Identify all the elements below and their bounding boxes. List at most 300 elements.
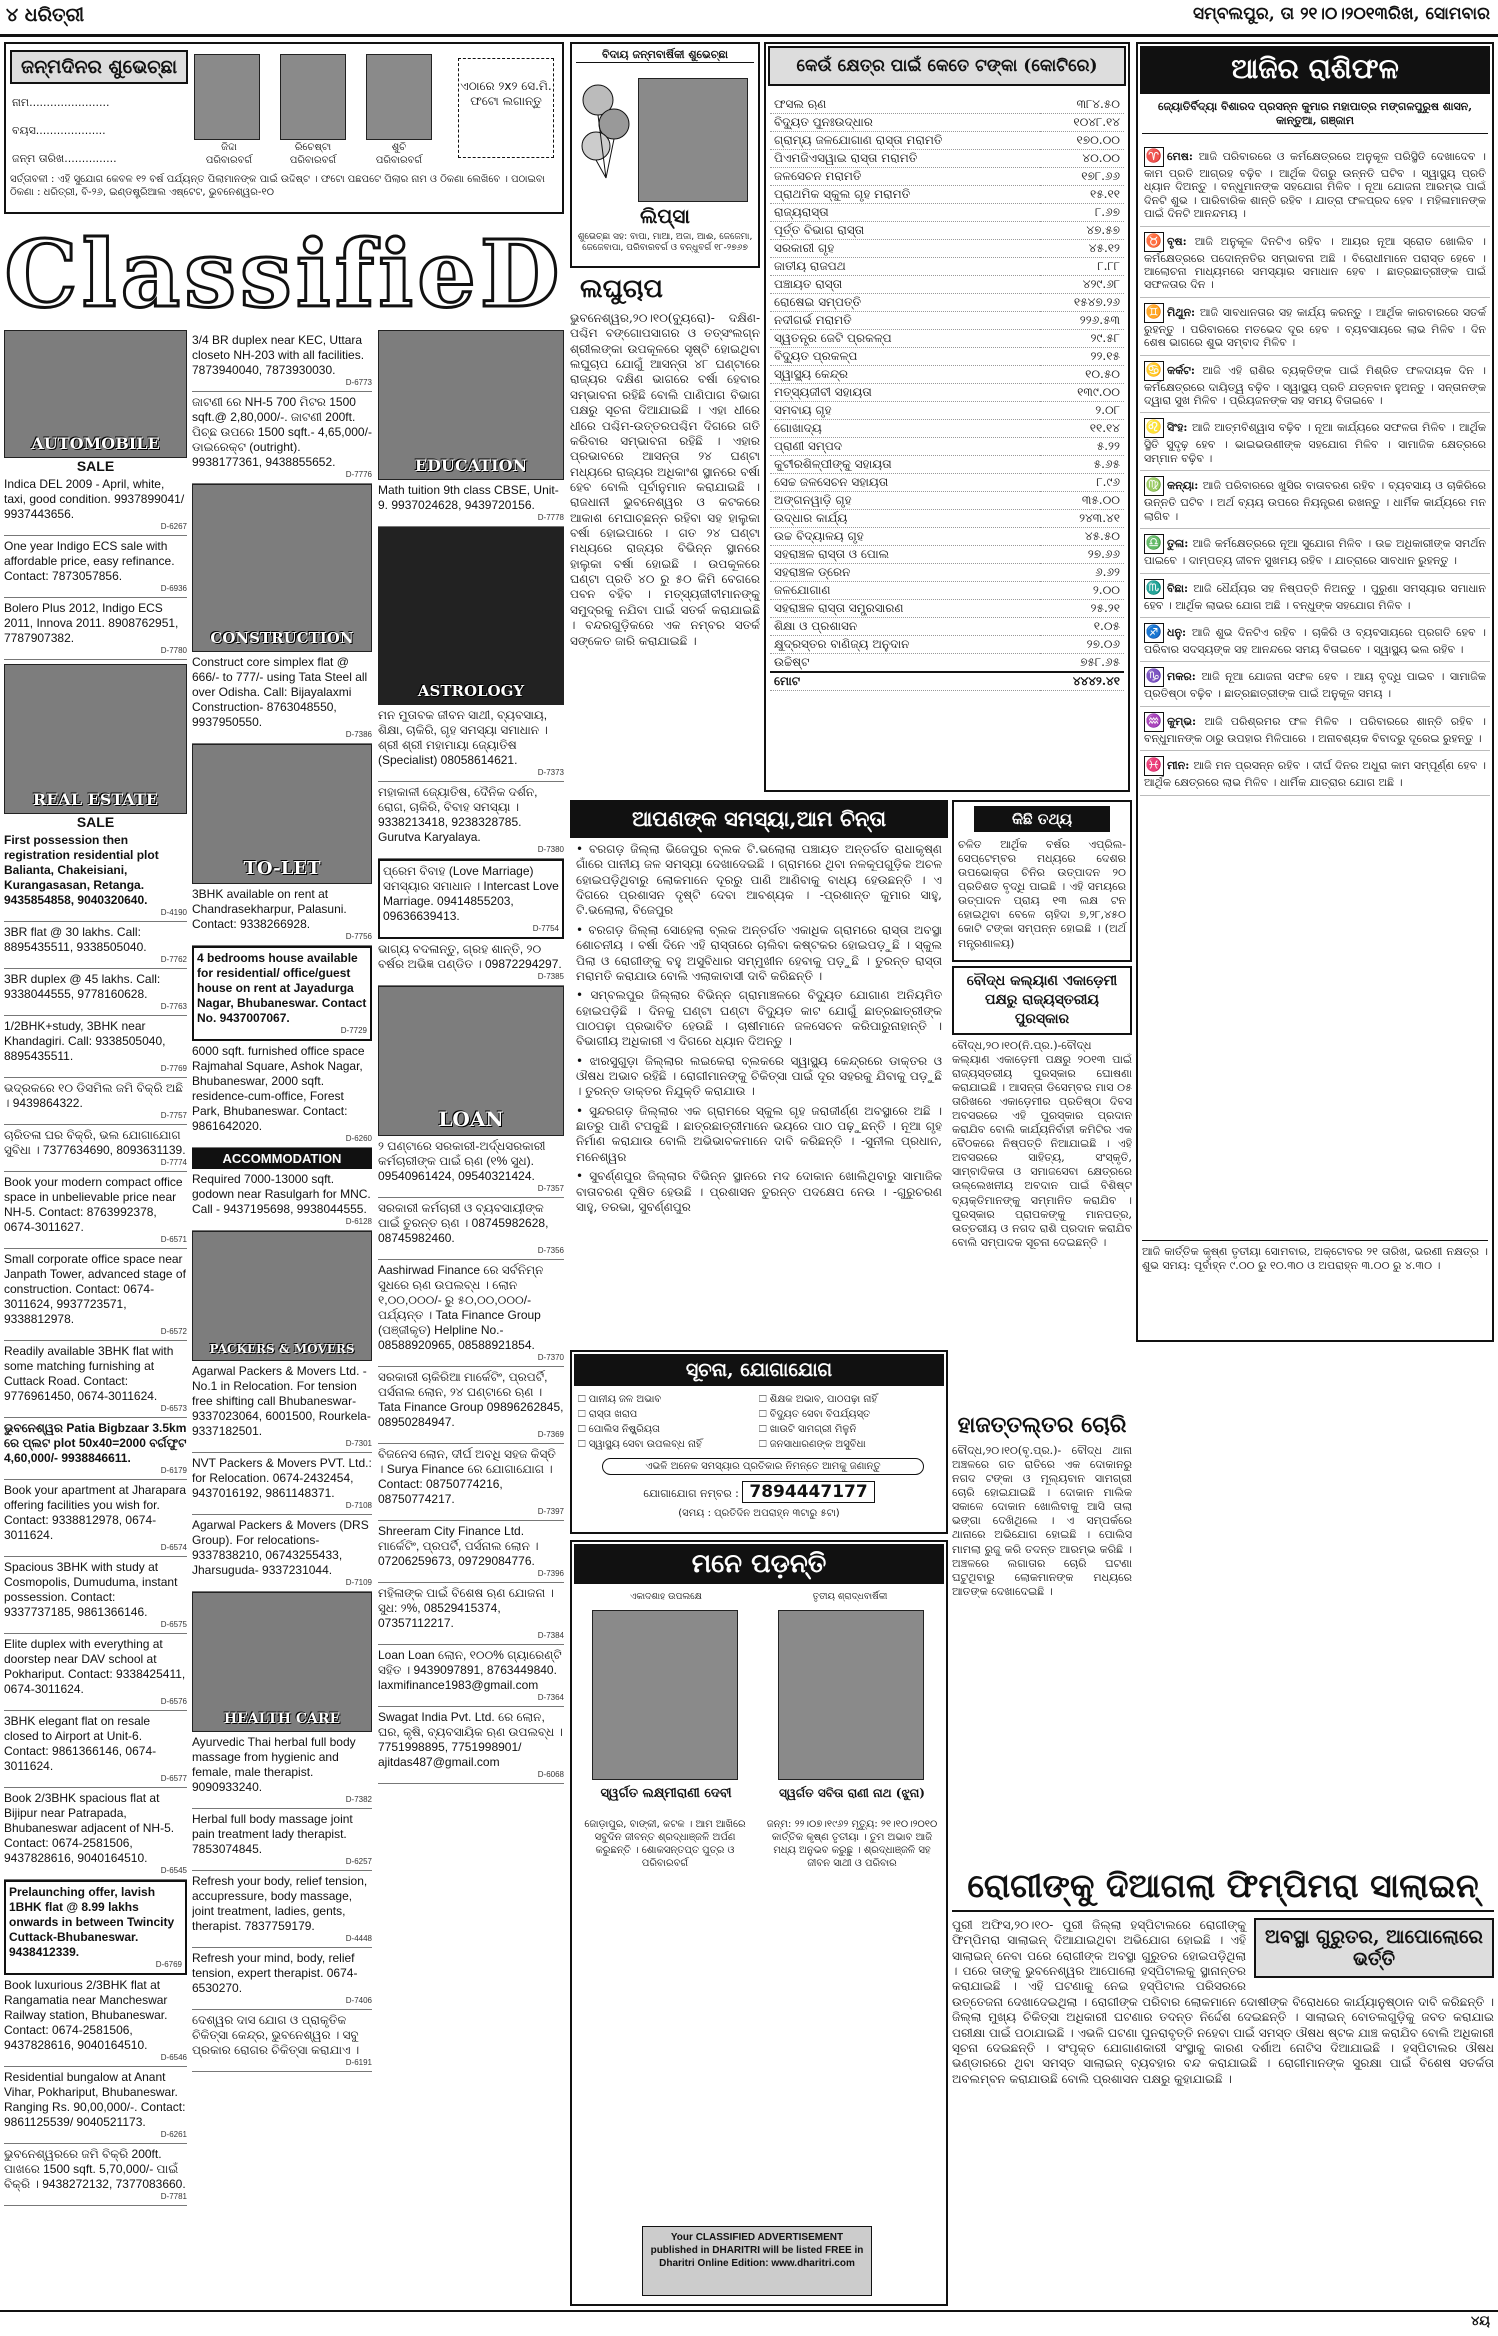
checkbox-icon: ☐: [578, 1439, 589, 1450]
suchana-title: ସୂଚନା, ଯୋଗାଯୋଗ: [574, 1354, 944, 1386]
rashi-separator: :: [1183, 581, 1194, 595]
rashi-item: [1140, 574, 1490, 618]
cost-amount: ୧୦.୫୦: [1040, 366, 1124, 384]
construction-label: CONSTRUCTION: [210, 629, 354, 647]
cost-table: [770, 96, 1124, 691]
classified-ad: [378, 1645, 564, 1707]
col2-ads-tolet: [192, 884, 372, 1148]
rashi-separator: :: [1185, 759, 1194, 773]
cost-row: [770, 330, 1124, 348]
rashi-separator: :: [1191, 305, 1200, 319]
classified-ad-text: ଚାରିତଳା ଘର ବିକ୍ରି, ଭଲ ଯୋଗାଯୋଗ ସୁବିଧା । 7377634690, 8093631139.: [4, 1128, 186, 1157]
field-name: ନାମ.......................: [12, 96, 110, 109]
classified-ad-code: D-6573: [160, 1404, 187, 1413]
birthday-fields: [12, 96, 188, 165]
kid-sub-3: ପରିବାରବର୍ଗ: [375, 154, 423, 166]
mane-padanti-box: [570, 1540, 948, 2306]
rashi-separator: :: [1190, 363, 1203, 377]
rashi-text: ଆଜି ଶୁଭ ଦିନଟିଏ ରହିବ । ଚାକିରି ଓ ବ୍ୟବସାୟରେ ପ୍ରଗତି ହେବ । ପରିବାର ସଦସ୍ୟଙ୍କ ସହ ଆନନ୍ଦରେ ସମୟ ବିତାଇବେ । ସ୍ୱାସ୍ଥ୍ୟ ଭଲ ରହିବ ।: [1144, 625, 1486, 656]
to-let-image: [192, 744, 372, 884]
classified-ad-text: Spacious 3BHK with study at Cosmopolis, Dumuduma, instant possession. Contact: 9337737185, 9861366146.: [4, 1560, 178, 1619]
classified-ad-text: Bolero Plus 2012, Indigo ECS 2011, Innova 2011. 8908762951, 7787907382.: [4, 601, 179, 645]
classified-ad-text: ସରକାରୀ ଚାକିରିଆ ମାର୍କେଟିଂ, ପ୍ରପର୍ଟି, ପର୍ସନାଲ ଲୋନ, ୨୪ ଘଣ୍ଟାରେ ଋଣ । Tata Finance Group 09896262845, 08950284947.: [378, 1370, 564, 1429]
classified-ad: [378, 859, 564, 939]
cost-sector: ସ୍ୱତନ୍ତ୍ର ଜେଟି ପ୍ରକଳ୍ପ: [770, 330, 1040, 348]
classified-ad-text: Loan Loan ଲୋନ, ୧୦୦% ଗ୍ୟାରେଣ୍ଟି ସହିତ । 9439097891, 8763449840. laxmifinance1983@gmail.com: [378, 1648, 562, 1692]
cost-row: [770, 600, 1124, 618]
mane-right-cap: ତୃତୀୟ ଶ୍ରାଦ୍ଧବାର୍ଷିକୀ: [812, 1592, 888, 1602]
cost-row: [770, 636, 1124, 654]
cost-row: [770, 456, 1124, 474]
cost-row: [770, 222, 1124, 240]
classified-banner: [4, 222, 564, 326]
suchana-item-text: ଜନସାଧାରଣଙ୍କ ଅସୁବିଧା: [769, 1439, 866, 1450]
classified-ad-code: D-7778: [537, 513, 564, 522]
suchana-item: [578, 1422, 759, 1437]
online-ad-box: Your CLASSIFIED ADVERTISEMENT published in DHARITRI will be listed FREE in Dharitri Online Edition: www.dharitri.com: [642, 2226, 872, 2296]
suchana-item-text: ରାସ୍ତା ଖରାପ: [588, 1409, 638, 1420]
classified-ad: [4, 474, 187, 536]
saline-subtitle: ଅବସ୍ଥା ଗୁରୁତର, ଆପୋଲୋରେ ଭର୍ତ୍ତି: [1254, 1918, 1494, 1978]
rashi-text: ଆଜି ପରିବାରରେ ଖୁସିର ବାତାବରଣ ରହିବ । ବ୍ୟବସାୟ ଓ ଚାକିରିରେ ଉନ୍ନତି ଘଟିବ । ଅର୍ଥ ବ୍ୟୟ ଉପରେ ନିୟନ୍ତ୍ରଣ ରଖନ୍ତୁ । ଧାର୍ମିକ କାର୍ଯ୍ୟରେ ମନ ଲାଗିବ ।: [1144, 479, 1486, 523]
cost-amount: ୧୫.୧୧: [1040, 186, 1124, 204]
cost-sector: ପ୍ରାଥମିକ ସ୍କୁଲ ଗୃହ ମରାମତି: [770, 186, 1040, 204]
zodiac-icon: ♉: [1144, 232, 1164, 252]
col2-ads-top: [192, 330, 372, 484]
cost-row: [770, 186, 1124, 204]
classified-ad-text: Swagat India Pvt. Ltd. ରେ ଲୋନ, ଘର, କୃଷି, ବ୍ୟବସାୟିକ ଋଣ ଉପଲବ୍ଧ । 7751998895, 7751998901/ ajitdas487@gmail.com: [378, 1710, 563, 1769]
cost-total-row: [770, 672, 1124, 691]
classified-ad-code: D-7384: [537, 1631, 564, 1640]
col3-ads-loan: [378, 1136, 564, 1784]
classified-ad-code: D-7382: [345, 1795, 372, 1804]
classified-ad-code: D-7380: [537, 845, 564, 854]
col1-ads-realestate: [4, 830, 187, 2206]
cost-amount: ୧୦୪୮.୧୪: [1040, 114, 1124, 132]
cost-row: [770, 366, 1124, 384]
classified-ad: [192, 1871, 372, 1948]
classified-ad: [378, 1583, 564, 1645]
tathya-box: [952, 800, 1132, 962]
classified-ad-code: D-7364: [537, 1693, 564, 1702]
rashi-item: [1140, 529, 1490, 573]
classified-ad-text: Residential bungalow at Anant Vihar, Pokhariput, Bhubaneswar. Ranging Rs. 90,00,000/-. Contact: 9861125539/ 9040521173.: [4, 2070, 186, 2129]
classified-ad-text: Required 7000-13000 sqft. godown near Rasulgarh for MNC. Call - 9437195698, 9938044555.: [192, 1172, 371, 1216]
mane-right-text: ଜନ୍ମ: ୨୨।୦୭।୧୯୬୨ ମୃତ୍ୟୁ: ୨୧।୧୦।୨୦୧୦ କାର୍ତ୍ତିକ କୃଷ୍ଣ ତୃତୀୟା । ତୁମ ଅଭାବ ଆଜି ମଧ୍ୟ ଅନୁଭବ କରୁଛୁ । ଶ୍ରଦ୍ଧାଞ୍ଜଳି ସହ ଜୀବନ ସାଥୀ ଓ ପରିବାର: [766, 1819, 938, 1869]
classified-ad-code: D-7780: [160, 646, 187, 655]
samasya-body: [570, 838, 948, 1219]
packers-image: [192, 1231, 372, 1361]
classified-ad-code: D-7396: [537, 1569, 564, 1578]
laghu-chap-body: ଭୁବନେଶ୍ୱର,୨୦।୧୦(ବ୍ୟୁରୋ)- ଦକ୍ଷିଣ-ପଶ୍ଚିମ ବଙ୍ଗୋପସାଗର ଓ ତତ୍ସଂଲଗ୍ନ ଶ୍ରୀଲଙ୍କା ଉପକୂଳରେ ସୃଷ୍ଟି ହୋଇଥିବା ଲଘୁଚାପ ଯୋଗୁଁ ଆସନ୍ତା ୪୮ ଘଣ୍ଟାରେ ରାଜ୍ୟର ଦକ୍ଷିଣ ଭାଗରେ ବର୍ଷା ହେବାର ସମ୍ଭାବନା ରହିଛି ବୋଲି ପାଣିପାଗ ବିଭାଗ ପକ୍ଷରୁ ସୂଚନା ଦିଆଯାଇଛି । ଏହା ଧୀରେ ଧୀରେ ପଶ୍ଚିମ-ଉତ୍ତରପଶ୍ଚିମ ଦିଗରେ ଗତି କରିବାର ସମ୍ଭାବନା ରହିଛି । ଏହାର ପ୍ରଭାବରେ ଆସନ୍ତା ୨୪ ଘଣ୍ଟା ମଧ୍ୟରେ ରାଜ୍ୟର ଅଧିକାଂଶ ସ୍ଥାନରେ ବର୍ଷା ହେବ ବୋଲି ପୂର୍ବାନୁମାନ କରାଯାଇଛି । ରାଜଧାନୀ ଭୁବନେଶ୍ୱର ଓ କଟକରେ ଆକାଶ ମେଘାଚ୍ଛନ୍ନ ରହିବା ସହ ହାଲୁକା ବର୍ଷା ହୋଇପାରେ । ଗତ ୨୪ ଘଣ୍ଟା ମଧ୍ୟରେ ରାଜ୍ୟର ବିଭିନ୍ନ ସ୍ଥାନରେ ହାଲୁକା ବର୍ଷା ହୋଇଛି । ଉପକୂଳରେ ଘଣ୍ଟା ପ୍ରତି ୪୦ ରୁ ୫୦ କିମି ବେଗରେ ପବନ ବହିବ । ମତ୍ସ୍ୟଜୀବୀମାନଙ୍କୁ ସମୁଦ୍ରକୁ ନଯିବା ପାଇଁ ସତର୍କ କରାଯାଇଛି । ବନ୍ଦରଗୁଡ଼ିକରେ ଏକ ନମ୍ବର ସତର୍କ ସଙ୍କେତ ଜାରି କରାଯାଇଛି ।: [570, 311, 760, 648]
cost-sector: ଉଚ୍ଚିଷ୍ଟ: [770, 654, 1040, 673]
kid-caption-2: [278, 142, 348, 167]
kid-photo-2: [280, 54, 346, 140]
suchana-item: [759, 1407, 940, 1422]
classified-ad-text: 3BHK elegant flat on resale closed to Airport at Unit-6. Contact: 9861366146, 0674-3011624.: [4, 1714, 157, 1773]
cost-sector: ଶିକ୍ଷା ଓ ପ୍ରଶାସନ: [770, 618, 1040, 636]
classified-col-2: [192, 330, 372, 2305]
bidaya-photo: [638, 78, 748, 202]
classified-ad-code: D-6577: [160, 1774, 187, 1783]
classified-ad-code: D-7781: [160, 2192, 187, 2201]
cost-sector: ସରକାରୀ ଗୃହ: [770, 240, 1040, 258]
mane-right-photo: [778, 1610, 924, 1780]
cost-row: [770, 294, 1124, 312]
rashi-name: ମିଥୁନ: [1167, 305, 1192, 319]
zodiac-icon: ♍: [1144, 476, 1164, 496]
rashi-text: ଆଜି ଏହି ରାଶିର ବ୍ୟକ୍ତିଙ୍କ ପାଇଁ ମିଶ୍ରିତ ଫଳଦାୟକ ଦିନ । କର୍ମକ୍ଷେତ୍ରରେ ଦାୟିତ୍ୱ ବଢ଼ିବ । ସ୍ୱାସ୍ଥ୍ୟ ପ୍ରତି ଯତ୍ନବାନ ହୁଅନ୍ତୁ । ସନ୍ତାନଙ୍କ ଦ୍ୱାରା ସୁଖ ମିଳିବ । ପ୍ରିୟଜନଙ୍କ ସହ ସମୟ ବିତାଇବେ ।: [1144, 363, 1487, 408]
suchana-items: [578, 1392, 940, 1452]
classified-ad-text: Small corporate office space near Janpath Tower, advanced stage of construction. Contact: 0674-3011624, 9937723571, 9338812978.: [4, 1252, 186, 1326]
baudha-body: ବୌଦ୍ଧ,୨୦।୧୦(ନି.ପ୍ର.)-ବୌଦ୍ଧ କଲ୍ୟାଣ ଏକାଡ଼େମୀ ପକ୍ଷରୁ ୨୦୧୩ ପାଇଁ ରାଜ୍ୟସ୍ତରୀୟ ପୁରସ୍କାର ଘୋଷଣା କରାଯାଇଛି । ଆସନ୍ତା ଡିସେମ୍ବର ମାସ ୦୫ ତାରିଖରେ ଏକାଡ଼େମୀର ପ୍ରତିଷ୍ଠା ଦିବସ ଅବସରରେ ଏହି ପୁରସ୍କାର ପ୍ରଦାନ କରାଯିବ ବୋଲି କାର୍ଯ୍ୟନିର୍ବାହୀ କମିଟିର ଏକ ବୈଠକରେ ନିଷ୍ପତ୍ତି ନିଆଯାଇଛି । ଏହି ଅବସରରେ ସାହିତ୍ୟ, ସଂସ୍କୃତି, ସାମ୍ବାଦିକତା ଓ ସମାଜସେବା କ୍ଷେତ୍ରରେ ଉଲ୍ଲେଖନୀୟ ଅବଦାନ ପାଇଁ ବିଶିଷ୍ଟ ବ୍ୟକ୍ତିମାନଙ୍କୁ ସମ୍ମାନିତ କରାଯିବ । ପୁରସ୍କାର ପ୍ରାପକଙ୍କୁ ମାନପତ୍ର, ଉତ୍ତରୀୟ ଓ ନଗଦ ରାଶି ପ୍ରଦାନ କରାଯିବ ବୋଲି ସମ୍ପାଦକ ସୂଚନା ଦେଇଛନ୍ତି ।: [952, 1038, 1132, 1249]
classified-ad: [4, 1125, 187, 1172]
classified-ad: [4, 598, 187, 660]
cost-amount: ୨୨.୧୫: [1040, 348, 1124, 366]
cost-row: [770, 618, 1124, 636]
classified-ad-text: Book luxurious 2/3BHK flat at Rangamatia near Mancheswar Railway station, Bhubaneswar. Contact: 0674-2581506, 9437828616, 9040164510.: [4, 1978, 168, 2052]
col3-ads-astrology: [378, 705, 564, 986]
birthday-title: ଜନ୍ମଦିନର ଶୁଭେଚ୍ଛା: [10, 50, 188, 84]
cost-amount: ୨୪୩.୪୧: [1040, 510, 1124, 528]
rashi-name: ଧନୁ: [1167, 625, 1183, 639]
classified-ad-text: ଭଦ୍ରକରେ ୧୦ ଡିସମିଲ ଜମି ବିକ୍ରି ଅଛି । 9439864322.: [4, 1081, 184, 1110]
cost-row: [770, 546, 1124, 564]
classified-ad: [4, 830, 187, 922]
classified-ad: [4, 1016, 187, 1078]
classified-ad: [378, 1707, 564, 1784]
samasya-paragraph: • ସୁବର୍ଣ୍ଣପୁର ଜିଲ୍ଲାର ବିଭିନ୍ନ ସ୍ଥାନରେ ମଦ ଦୋକାନ ଖୋଲିଥିବାରୁ ସାମାଜିକ ବାତାବରଣ ଦୂଷିତ ହେଉଛି । ପ୍ରଶାସନ ତୁରନ୍ତ ପଦକ୍ଷେପ ନେଉ । -ଗୁରୁଚରଣ ସାହୁ, ତରଭା, ସୁବର୍ଣ୍ଣପୁର: [576, 1169, 942, 1214]
classified-ad-code: D-7373: [537, 768, 564, 777]
cost-sector: କ୍ଷୁଦ୍ରସ୍ତର ବାଣିଜ୍ୟ ଅନୁଦାନ: [770, 636, 1040, 654]
rashi-text: ଆଜି କର୍ମକ୍ଷେତ୍ରରେ ନୂଆ ସୁଯୋଗ ମିଳିବ । ଉଚ୍ଚ ଅଧିକାରୀଙ୍କ ସମର୍ଥନ ପାଇବେ । ଦାମ୍ପତ୍ୟ ଜୀବନ ସୁଖମୟ ରହିବ । ଯାତ୍ରାରେ ସାବଧାନ ରୁହନ୍ତୁ ।: [1144, 537, 1487, 568]
cost-sector: ମୋଟ: [770, 672, 1040, 691]
samasya-title: ଆପଣଙ୍କ ସମସ୍ୟା,ଆମ ଚିନ୍ତା: [570, 800, 948, 838]
rashi-item: [1140, 751, 1490, 795]
classified-ad-text: Refresh your body, relief tension, accupressure, body massage, joint treatment, ladies, gents, therapist. 7837759179.: [192, 1874, 368, 1933]
sale-heading-1: SALE: [76, 458, 115, 474]
classified-logo-text: ClassifieD: [4, 222, 564, 326]
classified-ad-text: 3BR duplex @ 45 lakhs. Call: 9338044555, 9778160628.: [4, 972, 161, 1001]
classified-ad: [4, 536, 187, 598]
classified-ad-text: Prelaunching offer, lavish 1BHK flat @ 8.99 lakhs onwards in between Twincity Cuttack-Bhubaneswar. 9438412339.: [9, 1885, 175, 1959]
laghu-chap-article: [570, 272, 760, 792]
classified-ad-code: D-6260: [345, 1134, 372, 1143]
classified-ad: [4, 922, 187, 969]
cost-amount: ୨.୦୮: [1040, 402, 1124, 420]
health-care-label: HEALTH CARE: [223, 1711, 341, 1727]
classified-ad-text: Math tuition 9th class CBSE, Unit-9. 9937024628, 9439720156.: [378, 483, 559, 512]
page-number: ୪ ଧରିତ୍ରୀ: [6, 4, 85, 26]
automobile-image: [4, 330, 187, 458]
zodiac-icon: ♏: [1144, 579, 1164, 599]
kid-caption-3: [364, 142, 434, 167]
field-age: ବୟସ....................: [12, 123, 106, 137]
cost-amount: ୪୦.୦୦: [1040, 150, 1124, 168]
rashi-name: ମକର: [1167, 670, 1192, 684]
checkbox-icon: ☐: [759, 1394, 770, 1405]
cost-sector: ଜାତୀୟ ରାଜପଥ: [770, 258, 1040, 276]
bidaya-title: ବିଦାୟ ଜନ୍ମବାର୍ଷିକୀ ଶୁଭେଚ୍ଛା: [576, 48, 754, 63]
classified-ad-code: D-4448: [345, 1934, 372, 1943]
checkbox-icon: ☐: [578, 1424, 589, 1435]
cost-row: [770, 168, 1124, 186]
cost-sector: ପଞ୍ଚାୟତ ରାସ୍ତା: [770, 276, 1040, 294]
col2-ads-health: [192, 1732, 372, 2072]
classified-ad: [378, 939, 564, 986]
cost-row: [770, 420, 1124, 438]
cost-row: [770, 528, 1124, 546]
classified-ad-text: ମହିଳାଙ୍କ ପାଇଁ ବିଶେଷ ଋଣ ଯୋଜନା । ସୁଧ: ୨%, 08529415374, 07357112217.: [378, 1586, 554, 1630]
cost-amount: ୪୨୯.୬୮: [1040, 276, 1124, 294]
cost-row: [770, 276, 1124, 294]
photo-placeholder: ଏଠାରେ ୨x୨ ସେ.ମି. ଫଟୋ ଲଗାନ୍ତୁ: [458, 58, 554, 158]
packers-label: PACKERS & MOVERS: [209, 1342, 355, 1356]
zodiac-icon: ♊: [1144, 303, 1164, 323]
zodiac-icon: ♈: [1144, 147, 1164, 167]
rashi-item: [1140, 227, 1490, 298]
kid-name-3: ଶୁଚି: [391, 142, 407, 153]
rashi-separator: :: [1191, 670, 1202, 684]
classified-ad-text: One year Indigo ECS sale with affordable price, easy refinance. Contact: 7873057856.: [4, 539, 175, 583]
cost-sector: ଜଳଯୋଗାଣ: [770, 582, 1040, 600]
classified-ad-code: D-7769: [160, 1064, 187, 1073]
classified-col-1: [4, 330, 187, 2305]
suchana-item: [759, 1392, 940, 1407]
classified-ad-code: D-7756: [345, 932, 372, 941]
hajat-title: ହାଜତ୍ତଲ୍ତର ଚୋରି: [957, 1412, 1127, 1438]
rashifal-list: [1140, 142, 1490, 1232]
classified-ad: [4, 1557, 187, 1634]
samasya-paragraph: • ବରଗଡ଼ ଜିଲ୍ଲା ସୋହେଲା ବ୍ଲକ ଅନ୍ତର୍ଗତ ଏକାଧିକ ଗ୍ରାମରେ ରାସ୍ତା ଅବସ୍ଥା ଶୋଚନୀୟ । ବର୍ଷା ଦିନେ ଏହି ରାସ୍ତାରେ ଚାଲିବା କଷ୍ଟକର ହୋଇପଡ଼ୁଛି । ସ୍କୁଲ ପିଲା ଓ ରୋଗୀଙ୍କୁ ବହୁ ଅସୁବିଧାର ସମ୍ମୁଖୀନ ହେବାକୁ ପଡ଼ୁଛି । ତୁରନ୍ତ ରାସ୍ତା ମରାମତି କରାଯାଉ ବୋଲି ଏଲାକାବାସୀ ଦାବି କରିଛନ୍ତି ।: [576, 922, 942, 983]
cost-sector: ରୋଷେଇ ସମ୍ପତ୍ତି: [770, 294, 1040, 312]
classified-ad-code: D-7385: [537, 972, 564, 981]
cost-amount: ୪୫.୧୨: [1040, 240, 1124, 258]
rashi-separator: :: [1188, 150, 1199, 163]
classified-ad: [378, 1367, 564, 1444]
cost-sector: ପିଏମଜିଏସୱାଇ ରାସ୍ତା ମରାମତି: [770, 150, 1040, 168]
suchana-item: [759, 1422, 940, 1437]
classified-ad: [192, 946, 372, 1041]
cost-amount: ୨୭.୬୬: [1040, 546, 1124, 564]
cost-sector: ରାଜ୍ୟରାସ୍ତା: [770, 204, 1040, 222]
rashi-separator: :: [1194, 479, 1203, 493]
birthday-box: [4, 42, 564, 214]
cost-row: [770, 96, 1124, 114]
cost-amount: ୧୧.୧୪: [1040, 420, 1124, 438]
kid-photo-1: [194, 54, 260, 140]
cost-amount: ୧୭୮.୬୬: [1040, 168, 1124, 186]
rashi-item: [1140, 707, 1490, 751]
classified-ad: [378, 1136, 564, 1198]
cost-amount: ୮.୮୮: [1040, 258, 1124, 276]
suchana-item-text: ପୋଲିସ ନିଷ୍କ୍ରିୟତା: [588, 1424, 660, 1435]
cost-amount: ୨୭.୦୬: [1040, 636, 1124, 654]
classified-ad: [4, 1172, 187, 1249]
classified-ad: [4, 1711, 187, 1788]
checkbox-icon: ☐: [759, 1409, 770, 1420]
classified-ad-text: Elite duplex with everything at doorstep near DAV school at Pokhariput. Contact: 9338425411, 0674-3011624.: [4, 1637, 186, 1696]
cost-row: [770, 402, 1124, 420]
classified-ad-text: ୨ ଘଣ୍ଟାରେ ସରକାରୀ-ଅର୍ଦ୍ଧସରକାରୀ କର୍ମଚାରୀଙ୍କ ପାଇଁ ଋଣ (୧% ସୁଧ). 09540961424, 09540321424.: [378, 1139, 546, 1183]
classified-ad: [4, 1634, 187, 1711]
suchana-item-text: ଖାଉଟି ସାମଗ୍ରୀ ମିଳୁନି: [769, 1424, 857, 1435]
classified-ad-code: D-7406: [345, 1996, 372, 2005]
classified-ad-text: 3/4 BR duplex near KEC, Uttara closeto NH-203 with all facilities. 7873940040, 7873930030.: [192, 333, 365, 377]
classified-ad-text: Book 2/3BHK spacious flat at Bijipur near Patrapada, Bhubaneswar adjacent of NH-5. Contact: 0674-2581506, 9437828616, 9040164510.: [4, 1791, 175, 1865]
cost-sector: ପୂର୍ତ୍ତ ବିଭାଗ ରାସ୍ତା: [770, 222, 1040, 240]
classified-ad: [192, 1453, 372, 1515]
rashi-item: [1140, 142, 1490, 227]
classified-ad: [378, 1521, 564, 1583]
classified-ad: [378, 480, 564, 527]
cost-amount: ୨.୦୦: [1040, 582, 1124, 600]
rashi-separator: :: [1182, 234, 1195, 248]
classified-ad-code: D-7357: [537, 1184, 564, 1193]
classified-ad-text: Herbal full body massage joint pain treatment lady therapist. 7853074845.: [192, 1812, 353, 1856]
col2-ads-construction: [192, 652, 372, 744]
cost-sector: ସହରାଞ୍ଚଳ ଡ୍ରେନ: [770, 564, 1040, 582]
cost-table-title: କେଉଁ କ୍ଷେତ୍ର ପାଇଁ କେତେ ଟଙ୍କା (କୋଟିରେ): [768, 46, 1126, 86]
classified-ad: [192, 2010, 372, 2072]
zodiac-icon: ♐: [1144, 623, 1164, 643]
bidaya-text: ଶୁଭେଚ୍ଛା ସହ: ବାପା, ମାଆ, ଅଜା, ଆଈ, ଜେଜେମା, ଜେଜେବାପା, ପରିବାରବର୍ଗ ଓ ବନ୍ଧୁବର୍ଗ ୧୮-୨୭୬୭: [577, 232, 753, 253]
page-header: [0, 0, 1498, 37]
classified-ad: [4, 2067, 187, 2144]
classified-ad-text: 1/2BHK+study, 3BHK near Khandagiri. Call: 9338505040, 8895435511.: [4, 1019, 166, 1063]
rashi-text: ଆଜି ସାବଧାନତାର ସହ କାର୍ଯ୍ୟ କରନ୍ତୁ । ଆର୍ଥିକ କାରବାରରେ ସତର୍କ ରୁହନ୍ତୁ । ପରିବାରରେ ମତଭେଦ ଦୂର ହେବ । ବ୍ୟବସାୟରେ ଲାଭ ମିଳିବ । ଦିନ ଶେଷ ଭାଗରେ ଶୁଭ ସମ୍ବାଦ ମିଳିବ ।: [1144, 305, 1486, 350]
cost-row: [770, 384, 1124, 402]
classified-ad-text: Construct core simplex flat @ 666/- to 777/- using Tata Steel all over Odisha. Call: Bijayalaxmi Construction- 8763048550, 9937950550.: [192, 655, 368, 729]
astrology-label: ASTROLOGY: [417, 682, 525, 700]
classified-ad: [192, 1809, 372, 1871]
mane-padanti-title: ମନେ ପଡ଼ନ୍ତି: [574, 1544, 944, 1584]
classified-ad: [192, 884, 372, 946]
cost-amount: ୧୭୦.୦୦: [1040, 132, 1124, 150]
rashi-text: ଆଜି ଅନୁକୂଳ ଦିନଟିଏ ରହିବ । ଆୟର ନୂଆ ସ୍ରୋତ ଖୋଲିବ । କର୍ମକ୍ଷେତ୍ରରେ ପଦୋନ୍ନତିର ସମ୍ଭାବନା ଅଛି । ବିରୋଧୀମାନେ ପରାସ୍ତ ହେବେ । ଆଲୋଚନା ମାଧ୍ୟମରେ ସମସ୍ୟାର ସମାଧାନ ହେବ । ଛାତ୍ରଛାତ୍ରୀଙ୍କ ପାଇଁ ସଫଳତାର ଦିନ ।: [1144, 234, 1486, 292]
rashi-item: [1140, 298, 1490, 356]
classified-ad-text: Aashirwad Finance ରେ ସର୍ବନିମ୍ନ ସୁଧରେ ଋଣ ଉପଲବ୍ଧ । ଲୋନ ୧,୦୦,୦୦୦/- ରୁ ୫୦,୦୦,୦୦୦/- ପର୍ଯ୍ୟନ୍ତ । Tata Finance Group (ପଞ୍ଜୀକୃତ) Helpline No.- 08588920965, 08588921854.: [378, 1263, 544, 1352]
sale-heading-2: SALE: [76, 814, 115, 830]
cost-amount: ୪୭.୫୭: [1040, 222, 1124, 240]
col3-ads-education: [378, 480, 564, 527]
classified-ad: [4, 1975, 187, 2067]
mane-left-name: ସ୍ୱର୍ଗତ ଲକ୍ଷ୍ମୀରାଣୀ ଦେବୀ: [600, 1786, 732, 1801]
cost-row: [770, 348, 1124, 366]
classified-logo: [4, 222, 564, 326]
classified-ad-text: 6000 sqft. furnished office space Rajmahal Square, Ashok Nagar, Bhubaneswar, 2000 sqft. residence-cum-office, Forest Park, Bhubaneswar. Contact: 9861642020.: [192, 1044, 365, 1133]
classified-ad-text: ପ୍ରେମ ବିବାହ (Love Marriage) ସମସ୍ୟାର ସମାଧାନ । Intercast Love Marriage. 09414855203, 09636639413.: [383, 864, 559, 923]
real-estate-image: [4, 664, 187, 814]
classified-ad-code: D-6261: [160, 2130, 187, 2139]
rashifal-footer: ଆଜି କାର୍ତ୍ତିକ କୃଷ୍ଣ ତୃତୀୟା ସୋମବାର, ଅକ୍ଟୋବର ୨୧ ତାରିଖ, ଭରଣୀ ନକ୍ଷତ୍ର । ଶୁଭ ସମୟ: ପୂର୍ବାହ୍ନ ୯.୦୦ ରୁ ୧୦.୩୦ ଓ ଅପରାହ୍ନ ୩.୦୦ ରୁ ୪.୩୦ ।: [1142, 1240, 1488, 1273]
classified-ad: [4, 2144, 187, 2206]
classified-ad: [378, 1444, 564, 1521]
zodiac-icon: ♒: [1144, 712, 1164, 732]
cost-sector: ସ୍ୱାସ୍ଥ୍ୟ କେନ୍ଦ୍ର: [770, 366, 1040, 384]
classified-ad: [192, 330, 372, 392]
suchana-item: [578, 1407, 759, 1422]
classified-ad: [4, 1418, 187, 1480]
checkbox-icon: ☐: [759, 1424, 770, 1435]
classified-ad-text: 3BHK available on rent at Chandrasekharpur, Palasuni. Contact: 9338266928.: [192, 887, 347, 931]
suchana-item-text: ସ୍ୱାସ୍ଥ୍ୟ ସେବା ଉପଲବ୍ଧ ନାହିଁ: [588, 1439, 702, 1450]
cost-sector: ସମବାୟ ଗୃହ: [770, 402, 1040, 420]
cost-row: [770, 258, 1124, 276]
classified-ad-code: D-6571: [160, 1235, 187, 1244]
tathya-title: କିଛି ତଥ୍ୟ: [974, 806, 1110, 832]
samasya-article: [570, 800, 948, 1346]
suchana-note: ଏଭଳି ଅନେକ ସମସ୍ୟାର ପ୍ରତିକାର ନିମନ୍ତେ ଆମକୁ ଜଣାନ୍ତୁ: [602, 1458, 924, 1475]
classified-ad-code: D-7774: [160, 1158, 187, 1167]
to-let-label: TO-LET: [243, 858, 321, 879]
cost-table-box: [764, 42, 1130, 792]
classified-ad-code: D-4190: [160, 908, 187, 917]
laghu-chap-title: ଲଘୁଚାପ: [580, 274, 663, 304]
cost-sector: ସହରାଞ୍ଚଳ ରାସ୍ତା ସମ୍ପ୍ରସାରଣ: [770, 600, 1040, 618]
col2-ads-accommodation: [192, 1169, 372, 1231]
suchana-item: [578, 1392, 759, 1407]
cost-amount: ୨୫.୨୧: [1040, 600, 1124, 618]
classified-ad-code: D-6191: [345, 2058, 372, 2067]
cost-sector: ସହରାଞ୍ଚଳ ରାସ୍ତା ଓ ପୋଲ: [770, 546, 1040, 564]
cost-sector: ପ୍ରାଣୀ ସମ୍ପଦ: [770, 438, 1040, 456]
rashi-text: ଆଜି ପରିବାରରେ ଓ କର୍ମକ୍ଷେତ୍ରରେ ଅନୁକୂଳ ପରିସ୍ଥିତି ଦେଖାଦେବ । କାମ ପ୍ରତି ଆଗ୍ରହ ବଢ଼ିବ । ଆର୍ଥିକ ଦିଗରୁ ଉନ୍ନତି ଘଟିବ । ସ୍ୱାସ୍ଥ୍ୟ ପ୍ରତି ଧ୍ୟାନ ଦିଅନ୍ତୁ । ବନ୍ଧୁମାନଙ୍କ ସହଯୋଗ ମିଳିବ । ନୂଆ ଯୋଜନା ଆରମ୍ଭ ପାଇଁ ଦିନଟି ଶୁଭ । ପାରିବାରିକ ଶାନ୍ତି ରହିବ । ଯାତ୍ରା ଫଳପ୍ରଦ ହେବ । ମହିଳାମାନଙ୍କ ପାଇଁ ଦିନଟି ଆନନ୍ଦମୟ ।: [1144, 150, 1486, 221]
suchana-time: (ସମୟ : ପ୍ରତିଦିନ ଅପରାହ୍ନ ୩ଟାରୁ ୫ଟା): [678, 1508, 840, 1519]
classified-ad-code: D-7356: [537, 1246, 564, 1255]
dateline: ସମ୍ବଲପୁର, ତା ୨୧।୦।୨୦୧୩ରିଖ, ସୋମବାର: [1193, 4, 1490, 24]
classified-ad-text: Refresh your mind, body, relief tension, expert therapist. 0674-6530270.: [192, 1951, 358, 1995]
classified-ad-code: D-6257: [345, 1857, 372, 1866]
classified-ad: [192, 1732, 372, 1809]
classified-ad-code: D-6575: [160, 1620, 187, 1629]
zodiac-icon: ♑: [1144, 667, 1164, 687]
classified-ad-text: ଜାଟଣୀ ରେ NH-5 700 ମିଟର 1500 sqft.@ 2,80,000/-. ଜାଟଣୀ 200ft. ପିଚ୍ଛ ଉପରେ 1500 sqft.- 4,65,000/- ଡାଇରେକ୍ଟ (outright). 9938177361, 9438855652.: [192, 395, 372, 469]
cost-sector: ଗୋଖାଦ୍ୟ: [770, 420, 1040, 438]
samasya-paragraph: • ଝାରସୁଗୁଡ଼ା ଜିଲ୍ଲାର ଲଇକେରା ବ୍ଲକରେ ସ୍ୱାସ୍ଥ୍ୟ କେନ୍ଦ୍ରରେ ଡାକ୍ତର ଓ ଔଷଧ ଅଭାବ ରହିଛି । ରୋଗୀମାନଙ୍କୁ ଚିକିତ୍ସା ପାଇଁ ଦୂର ସହରକୁ ଯିବାକୁ ପଡ଼ୁଛି । ତୁରନ୍ତ ଡାକ୍ତର ନିଯୁକ୍ତି କରାଯାଉ ।: [576, 1053, 942, 1099]
cost-sector: ଉଦ୍ଧାର କାର୍ଯ୍ୟ: [770, 510, 1040, 528]
classified-ad-code: D-7757: [160, 1111, 187, 1120]
rashi-item: [1140, 356, 1490, 414]
classified-ad-text: First possession then registration residential plot Balianta, Chakeisiani, Kurangasasan, Retanga. 9435854858, 9040320640.: [4, 833, 159, 907]
rashi-text: ଆଜି ଧୈର୍ଯ୍ୟର ସହ ନିଷ୍ପତ୍ତି ନିଅନ୍ତୁ । ପୁରୁଣା ସମସ୍ୟାର ସମାଧାନ ହେବ । ଆର୍ଥିକ ଲାଭର ଯୋଗ ଅଛି । ବନ୍ଧୁଙ୍କ ସହଯୋଗ ମିଳିବ ।: [1144, 581, 1486, 612]
cost-row: [770, 438, 1124, 456]
classified-ad-code: D-6572: [160, 1327, 187, 1336]
cost-amount: ୪୫.୫୦: [1040, 528, 1124, 546]
zodiac-icon: ♎: [1144, 534, 1164, 554]
rashifal-box: [1136, 42, 1494, 1342]
rashifal-title: ଆଜିର ରାଶିଫଳ: [1140, 46, 1490, 94]
checkbox-icon: ☐: [578, 1409, 589, 1420]
rashi-name: ମେଷ: [1167, 150, 1189, 163]
col2-ads-packers: [192, 1361, 372, 1592]
kid-name-1: ଜିଦ୍ଦା: [221, 142, 237, 153]
classified-ad-text: Agarwal Packers & Movers Ltd. - No.1 in Relocation. For tension free shifting call Bhubaneswar- 9337023064, 6001500, Rourkela- 9337182501.: [192, 1364, 371, 1438]
field-dob: ଜନ୍ମ ତାରିଖ...............: [12, 151, 117, 165]
classified-ad-code: D-6267: [160, 522, 187, 531]
rashi-name: ସିଂହ: [1167, 421, 1184, 435]
classified-ad-text: ବିଜନେସ ଲୋନ, ଦୀର୍ଘ ଅବଧି ସହଜ କିସ୍ତି । Surya Finance ରେ ଯୋଗାଯୋଗ । Contact: 08750774216, 08750774217.: [378, 1447, 556, 1506]
checkbox-icon: ☐: [578, 1394, 589, 1405]
page-footer: [0, 2310, 1498, 2336]
suchana-item-text: ଶିକ୍ଷକ ଅଭାବ, ପାଠପଢ଼ା ନାହିଁ: [769, 1394, 878, 1405]
classified-ad-text: Book your modern compact office space in unbelievable price near NH-5. Contact: 8763992378, 0674-3011627.: [4, 1175, 183, 1234]
footer-page-number: ୪ୟ: [1470, 2314, 1490, 2329]
suchana-item-text: ପାନୀୟ ଜଳ ଅଭାବ: [588, 1394, 662, 1405]
cost-amount: ୫.୬୫: [1040, 456, 1124, 474]
rashi-item: [1140, 471, 1490, 529]
classified-ad-code: D-6128: [345, 1217, 372, 1226]
